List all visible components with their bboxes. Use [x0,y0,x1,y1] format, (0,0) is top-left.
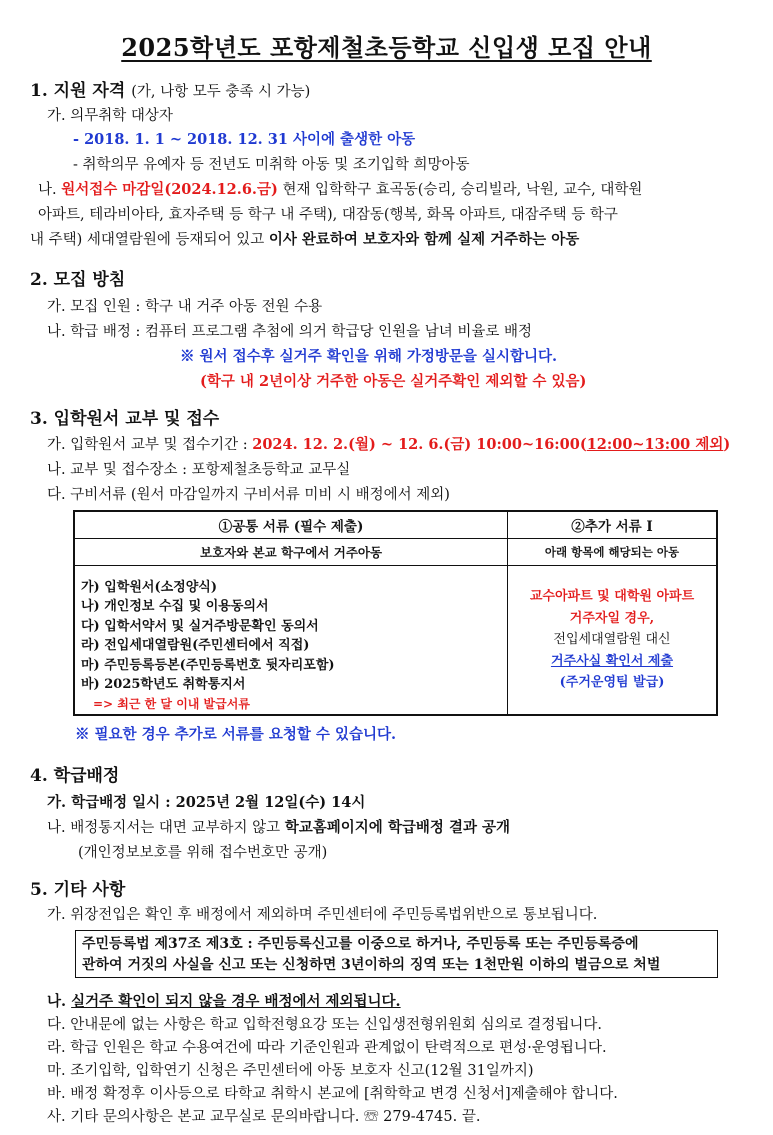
law-line-2: 관하여 거짓의 사실을 신고 또는 신청하면 3년이하의 징역 또는 1천만원 이하의 벌금으로 처벌 [82,957,661,973]
s4-privacy-note: (개인정보보호를 위해 접수번호만 공개) [78,845,328,861]
section-3-heading: 3. 입학원서 교부 및 접수 [30,409,220,429]
s1-na-line3: 내 주택) 세대열람원에 등재되어 있고 이사 완료하여 보호자와 함께 실제 거주하는 아동 [30,231,580,248]
documents-table [73,510,718,716]
list-item: 라) 전입세대열람원(주민센터에서 직접) [81,638,310,653]
s5-da: 다. 안내문에 없는 사항은 학교 입학전형요강 또는 신입생전형위원회 심의로 결정됩니다. [47,1017,602,1033]
s2-na: 나. 학급 배정 : 컴퓨터 프로그램 추첨에 의거 학급당 인원을 남녀 비율로 배정 [47,324,533,340]
law-line-1: 주민등록법 제37조 제3호 : 주민등록신고를 이중으로 하거나, 주민등록 또는 주민등록증에 [82,936,639,952]
end-mark: 끝. [461,1109,481,1125]
s5-na: 나. 실거주 확인이 되지 않을 경우 배정에서 제외됩니다. [47,993,401,1010]
section-1-heading: 1. 지원 자격 (가, 나항 모두 충족 시 가능) [30,81,311,101]
s3-da: 다. 구비서류 (원서 마감일까지 구비서류 미비 시 배정에서 제외) [47,487,450,503]
s3-extra-docs-note: ※ 필요한 경우 추가로 서류를 요청할 수 있습니다. [75,726,397,743]
s1-ga-birth-range: - 2018. 1. 1 ~ 2018. 12. 31 사이에 출생한 아동 [73,131,416,148]
table-additional-docs: 교수아파트 및 대학원 아파트 거주자일 경우, 전입세대열람원 대신 거주사실 확인서 제출 (주거운영팀 발급) [508,565,718,715]
s3-period: 2024. 12. 2.(월) ~ 12. 6.(금) 10:00~16:00(12:00~13:00 제외) [252,436,731,453]
table-col1-header: ①공통 서류 (필수 제출) [74,511,508,538]
phone-icon: ☏ [364,1109,379,1125]
table-common-docs [74,565,508,715]
law-notice-box [75,930,718,978]
section-2-heading: 2. 모집 방침 [30,270,126,290]
s3-lunch-except: 12:00~13:00 제외 [586,436,724,453]
s5-ga: 가. 위장전입은 확인 후 배정에서 제외하며 주민센터에 주민등록법위반으로 통보됩니다. [47,907,598,923]
s1-ga: 가. 의무취학 대상자 [47,108,173,124]
s2-ga: 가. 모집 인원 : 학구 내 거주 아동 전원 수용 [47,299,323,315]
s1-na-line2: 아파트, 테라비아타, 효자주택 등 학구 내 주택), 대잠동(행복, 화목 아파트, 대잠주택 등 학구 [38,207,618,223]
s5-na-exclusion: 실거주 확인이 되지 않을 경우 배정에서 제외됩니다. [71,993,401,1010]
list-item: 다) 입학서약서 및 실거주방문확인 동의서 [81,618,319,634]
table-col2-sub: 아래 항목에 해당되는 아동 [508,538,718,565]
s1-na-deadline: 원서접수 마감일(2024.12.6.금) [61,181,278,198]
s5-ra: 라. 학급 인원은 학교 수용여건에 따라 기준인원과 관계없이 탄력적으로 편성·운영됩니다. [47,1040,607,1056]
table-recent-docs-note: => 최근 한 달 이내 발급서류 [93,696,250,711]
s4-na: 나. 배정통지서는 대면 교부하지 않고 학교홈페이지에 학급배정 결과 공개 [47,819,511,836]
table-col2-header: ②추가 서류 Ⅰ [508,511,718,538]
phone-number: 279-4745. [383,1109,458,1125]
s1-na-actual-residence: 이사 완료하여 보호자와 함께 실제 거주하는 아동 [268,231,580,248]
s5-ba: 바. 배정 확정후 이사등으로 타학교 취학시 본교에 [취학학교 변경 신청서]제출해야 합니다. [47,1086,618,1102]
list-item: 바) 2025학년도 취학통지서 [81,677,246,692]
list-item: 가) 입학원서(소정양식) [81,579,218,595]
s5-ma: 마. 조기입학, 입학연기 신청은 주민센터에 아동 보호자 신고(12월 31일까지) [47,1063,534,1079]
section-5-heading: 5. 기타 사항 [30,880,126,900]
section-4-heading: 4. 학급배정 [30,766,120,786]
list-item: 마) 주민등록등본(주민등록번호 뒷자리포함) [81,657,335,673]
s3-na: 나. 교부 및 접수장소 : 포항제철초등학교 교무실 [47,462,351,478]
s2-note-home-visit: ※ 원서 접수후 실거주 확인을 위해 가정방문을 실시합니다. [180,348,558,365]
s1-na-line1: 나. 원서접수 마감일(2024.12.6.금) 현재 입학학구 효곡동(승리, 승리빌라, 낙원, 교수, 대학원 [38,181,643,198]
s4-homepage-notice: 학교홈페이지에 학급배정 결과 공개 [284,819,511,836]
page-title: 2025학년도 포항제철초등학교 신입생 모집 안내 [121,33,652,62]
s3-ga: 가. 입학원서 교부 및 접수기간 : 2024. 12. 2.(월) ~ 12. 6.(금) 10:00~16:00(12:00~13:00 제외) [47,436,731,453]
section-1-note: (가, 나항 모두 충족 시 가능) [131,84,311,100]
s4-ga: 가. 학급배정 일시 : 2025년 2월 12일(수) 14시 [47,794,366,811]
list-item: 나) 개인정보 수집 및 이용동의서 [81,599,269,614]
table-col1-sub: 보호자와 본교 학구에서 거주아동 [74,538,508,565]
s1-ga-deferred: - 취학의무 유예자 등 전년도 미취학 아동 및 조기입학 희망아동 [73,157,470,173]
s2-note-exemption: (학구 내 2년이상 거주한 아동은 실거주확인 제외할 수 있음) [200,373,587,390]
s5-sa: 사. 기타 문의사항은 본교 교무실로 문의바랍니다. ☏ 279-4745. 끝. [47,1109,481,1125]
